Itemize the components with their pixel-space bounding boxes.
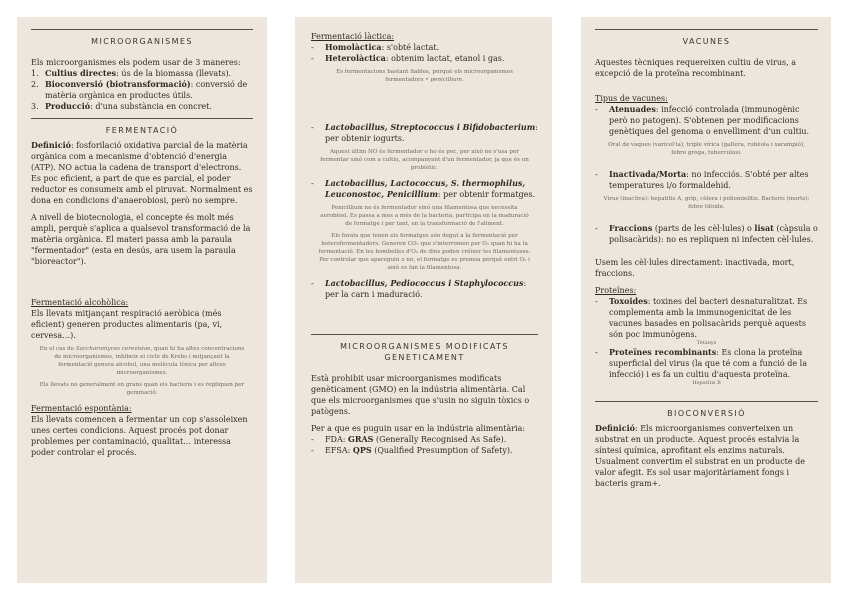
section-title-fermentacio: FERMENTACIÓ xyxy=(105,126,179,135)
gmo-paragraph: Està prohibit usar microorganismes modificats genèticament (GMO) en la indústria alimentària. Cal que els microorganismes que s'usin no siguin tòxics o patògens. xyxy=(311,374,530,416)
spont-subtitle: Fermentació espontània: xyxy=(31,404,132,413)
definition-paragraph: Definició: fosforilació oxidativa parcial de la matèria orgànica com a mecanisme d'obtenció d'energia (ATP). NO actua la cadena de transport d'electrons. Es poc eficient, a part de que es parcial, el poder reductor es consumeix amb el piruvat. Normalment es dona en condicions d'anaerobiosi, però no sempre. xyxy=(31,140,253,205)
list-item: - FDA: GRAS (Generally Recognised As Safe). xyxy=(311,434,507,444)
list-item: - Toxoides: toxines del bacteri desnaturalitzat. Es complementa amb la immunogenicitat de les vacunes basades en polisacàrids perquè aquests són poc immunògens. xyxy=(595,296,808,339)
list-item: - Atenuades: infecció controlada (immunogènic però no patogen). S'obtenen per modificacions genètiques del genoma o envelliment d'un cultiu. xyxy=(595,104,810,136)
list-item: 1. Cultius directes: ús de la biomassa (llevats). xyxy=(31,68,232,78)
types-list-1 xyxy=(595,104,818,137)
list-item: - Proteïnes recombinants: Es clona la proteïna superficial del virus (la que té com a funció de la infecció) i es fa un cultiu d'aquesta proteïna. xyxy=(595,347,808,379)
bacteria-list-2 xyxy=(311,178,538,200)
bacteria-list-3 xyxy=(311,278,538,300)
section-title-gmo: MICROORGANISMES MODIFICATS GENETICAMENT xyxy=(340,342,509,362)
whole-cells-text: Usem les cèl·lules directament: inactivada, mort, fraccions. xyxy=(595,258,795,278)
types-list-3 xyxy=(595,223,818,245)
inact-note: Virus (inactiva): hepatitis A, grip, còlera i poliomielitis. Bacteris (morts): febre tifoide. xyxy=(603,196,810,210)
rec-note: Hepatitis B xyxy=(692,380,721,386)
biotech-paragraph: A nivell de biotecnologia, el concepte és molt més ampli, perquè s'aplica a qualsevol transformació de la matèria orgànica. El materi passa amb la paraula "fermentador" (esta en desús, ara usem la paraula "bioreactor"). xyxy=(31,213,251,266)
alc-note-2: Els llevats no generalment en grans quan els bacteris i es repliquen per gemmació. xyxy=(39,382,245,396)
alc-note: En el cas de Saccharomyces cerevisiae, quan hi ha altes concentracions de microorganismes, inhibeix el cicle de Krebs i mitjançant la fermentació genera alcohol, una molècula tòxica per altres microorganismes. xyxy=(39,346,245,376)
lac-note: Es fermentacions bastant fiables, perquè els microorganismes fermentadors • penicillium. xyxy=(336,69,513,83)
list-item: - EFSA: QPS (Qualified Presumption of Safety). xyxy=(311,445,513,455)
page-1 xyxy=(17,17,267,583)
uses-list xyxy=(31,68,253,112)
vac-intro: Aquestes tècniques requereixen cultiu de virus, a excepció de la proteïna recombinant. xyxy=(595,58,796,78)
proteins-subtitle: Proteïnes: xyxy=(595,286,637,295)
section-title-vacunes: VACUNES xyxy=(682,37,731,46)
atten-note: Oral de vaques (varicel·la), triple vírica (galtera, rubèola i xarampió), febre groga, tuberculosi. xyxy=(608,142,805,156)
list-item: - Lactobacillus, Streptococcus i Bifidobacterium: per obtenir iogurts. xyxy=(311,122,538,143)
list-item: - Homolàctica: s'obté lactat. xyxy=(311,42,440,52)
bio-paragraph: Definició: Els microorganismes converteixen un substrat en un producte. Aquest procés estalvia la síntesi química, aprofitant els enzims naturals. Usualment convertim el substrat en un producte de valor afegit. Es sol usar majoritàriament fongs i bacteris gram+. xyxy=(595,423,806,488)
lac-subtitle: Fermentació làctica: xyxy=(311,32,395,41)
b2-note-1: Penicillium no és fermentador sinó una filamentosa que necessita aerobiosi. Es passa a mes a més de la bacteria, participa en la maduració de formatge i per tant, en la transformació de l'aliment. xyxy=(320,205,529,227)
page-3 xyxy=(581,17,831,583)
list-item: - Lactobacillus, Lactococcus, S. thermophilus, Leuconostoc, Penicillium: per obtenir formatges. xyxy=(311,178,536,199)
page-2 xyxy=(295,17,552,583)
types-subtitle: Tipus de vacunes: xyxy=(595,94,668,103)
b1-note: Aquest últim NO és fermentador o ho és poc, per això no s'usa per fermentar sinó com a cultiu, acompanyant d'un fermentador, ja que és un probiòtic. xyxy=(320,149,529,171)
gmo-paragraph-2: Per a que es puguin usar en la indústria alimentària: xyxy=(311,424,526,433)
proteins-list-2 xyxy=(595,347,818,380)
proteins-list xyxy=(595,296,818,340)
bacteria-list-1 xyxy=(311,122,538,144)
list-item: - Fraccions (parts de les cèl·lules) o lisat (càpsula o polisacàrids): no es repliquen ni infecten cèl·lules. xyxy=(595,223,818,244)
list-item: - Heterolàctica: obtenim lactat, etanol i gas. xyxy=(311,53,505,63)
list-item: 2. Bioconversió (biotransformació): conversió de matèria orgànica en productes útils. xyxy=(31,79,248,100)
list-item: - Inactivada/Morta: no infecciós. S'obté per altes temperatures i/o formaldehid. xyxy=(595,169,809,190)
lac-list xyxy=(311,42,538,64)
list-item: - Lactobacillus, Pediococcus i Staphylococcus: per la carn i maduració. xyxy=(311,278,527,299)
types-list-2 xyxy=(595,169,818,191)
alc-paragraph: Els llevats mitjançant respiració aeròbica (més eficient) generen productes alimentaris (pa, vi, cervesa…). xyxy=(31,309,223,340)
alc-subtitle: Fermentació alcohòlica: xyxy=(31,298,129,307)
section-title-microorganismes: MICROORGANISMES xyxy=(91,37,193,46)
list-item: 3. Producció: d'una substància en concret. xyxy=(31,101,212,111)
intro-text: Els microorganismes els podem usar de 3 maneres: xyxy=(31,58,241,67)
gmo-list xyxy=(311,434,538,456)
section-title-bioconversio: BIOCONVERSIÓ xyxy=(667,409,746,418)
tox-note: Tètanys xyxy=(696,340,717,346)
spont-paragraph: Els llevats comencen a fermentar un cop s'assoleixen unes certes condicions. Aquest procés pot donar problemes per contaminació, qualitat… interessa poder controlar el procés. xyxy=(31,415,248,457)
b2-note-2: Els forats que tenen els formatges són degut a la fermentació per heterofermentadors. Generen CO₂ que s'interromen per O₂ quan hi ha la fermentació. En les bombolles d'O₂ de dins poden créixer les filamentoses. Per controlar que apareguin o no, el formatge es premsa perquè entri O₂ i això es fan la filamentosa. xyxy=(318,233,531,271)
